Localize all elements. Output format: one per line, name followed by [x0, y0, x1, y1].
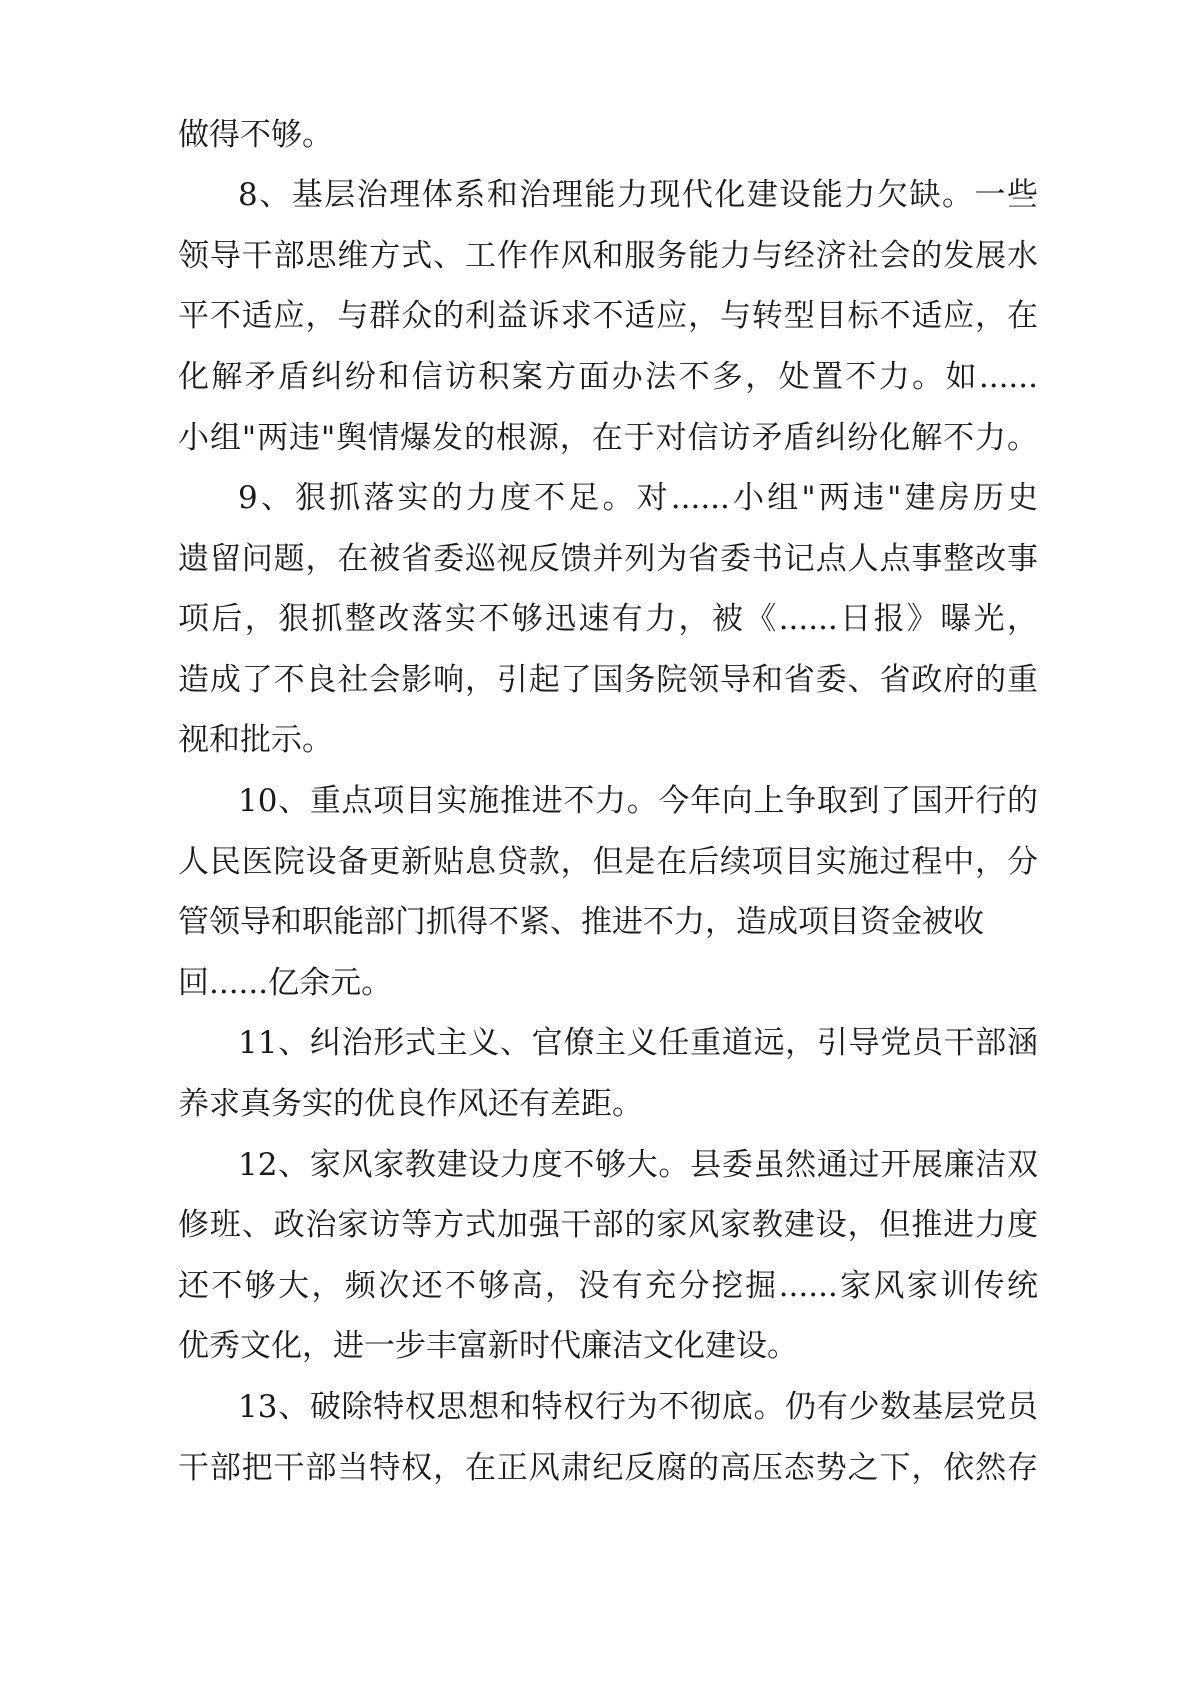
text-line: 遗留问题，在被省委巡视反馈并列为省委书记点人点事整改事 [178, 541, 1038, 577]
text-line: 优秀文化，进一步丰富新时代廉洁文化建设。 [178, 1328, 798, 1364]
paragraph-11-first-line: 11、纠治形式主义、官僚主义任重道远，引导党员干部涵 [238, 1025, 1038, 1061]
text-line: 管领导和职能部门抓得不紧、推进不力，造成项目资金被收 [178, 904, 984, 940]
paragraph-9-first-line: 9、狠抓落实的力度不足。对......小组"两违"建房历史 [238, 480, 1038, 516]
text-line: 养求真务实的优良作风还有差距。 [178, 1086, 643, 1122]
text-line: 做得不够。 [178, 117, 333, 153]
text-line: 人民医院设备更新贴息贷款，但是在后续项目实施过程中，分 [178, 844, 1038, 880]
text-line: 视和批示。 [178, 722, 333, 758]
text-line: 修班、政治家访等方式加强干部的家风家教建设，但推进力度 [178, 1207, 1038, 1243]
text-line: 回......亿余元。 [178, 965, 393, 1001]
text-line: 小组"两违"舆情爆发的根源，在于对信访矛盾纠纷化解不力。 [178, 420, 1038, 456]
text-line: 还不够大，频次还不够高，没有充分挖掘......家风家训传统 [178, 1268, 1038, 1304]
text-line: 平不适应，与群众的利益诉求不适应，与转型目标不适应，在 [178, 298, 1038, 334]
text-line: 化解矛盾纠纷和信访积案方面办法不多，处置不力。如...... [178, 359, 1038, 395]
paragraph-12-first-line: 12、家风家教建设力度不够大。县委虽然通过开展廉洁双 [238, 1147, 1038, 1183]
text-line: 造成了不良社会影响，引起了国务院领导和省委、省政府的重 [178, 662, 1038, 698]
paragraph-8-first-line: 8、基层治理体系和治理能力现代化建设能力欠缺。一些 [238, 177, 1038, 213]
paragraph-10-first-line: 10、重点项目实施推进不力。今年向上争取到了国开行的 [238, 783, 1038, 819]
text-line: 项后，狠抓整改落实不够迅速有力，被《......日报》曝光， [178, 601, 1038, 637]
text-line: 干部把干部当特权，在正风肃纪反腐的高压态势之下，依然存 [178, 1450, 1038, 1486]
paragraph-13-first-line: 13、破除特权思想和特权行为不彻底。仍有少数基层党员 [238, 1389, 1038, 1425]
text-line: 领导干部思维方式、工作作风和服务能力与经济社会的发展水 [178, 238, 1038, 274]
